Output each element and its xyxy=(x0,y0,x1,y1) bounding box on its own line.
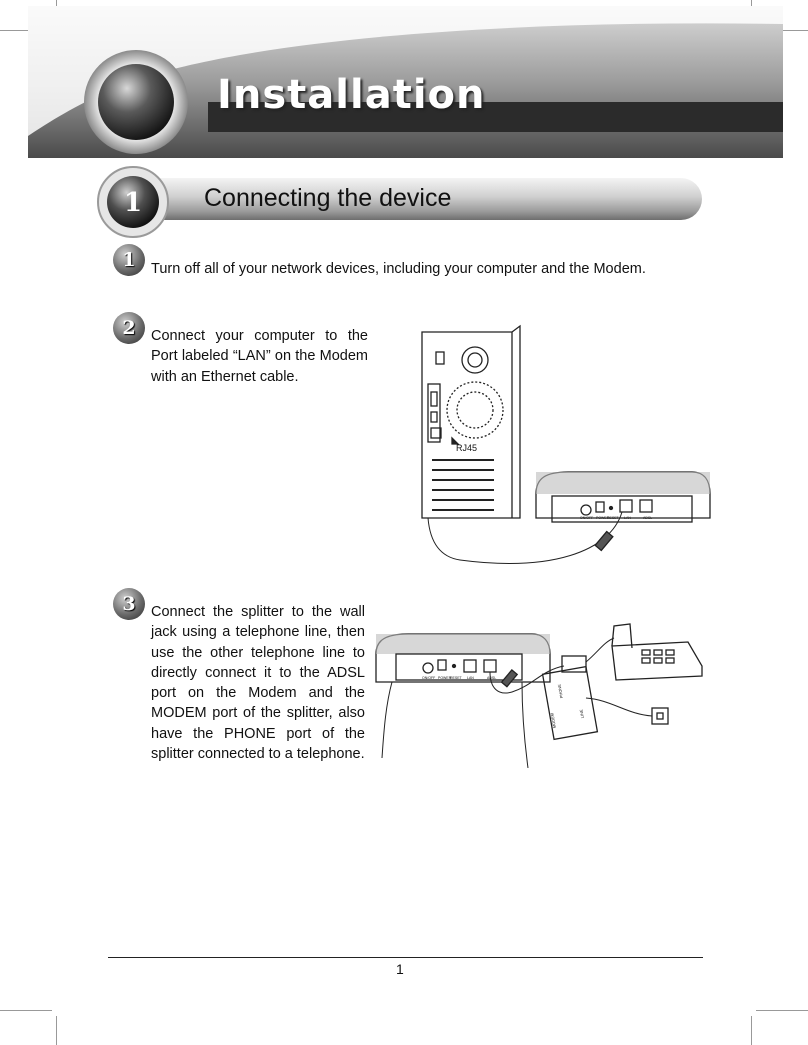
figure-splitter-phone xyxy=(372,618,712,768)
page-number: 1 xyxy=(396,961,404,977)
wall-jack-icon xyxy=(652,708,668,724)
port-label: POWER xyxy=(596,516,610,520)
step-2-number: 2 xyxy=(113,312,145,344)
splitter-label: PHONE xyxy=(556,683,564,699)
port-label: RESET xyxy=(450,676,462,680)
port-label: ON/OFF xyxy=(580,516,594,520)
port-label: ADSL xyxy=(643,516,653,520)
port-label: LAN xyxy=(467,676,474,680)
port-label: ADSL xyxy=(487,676,497,680)
step-2-text: Connect your computer to the Port labeled “LAN” on the Modem with an Ethernet cable. xyxy=(151,328,368,385)
fan-icon xyxy=(462,347,488,373)
rj45-label: RJ45 xyxy=(456,443,478,453)
port-label: RESET xyxy=(607,516,619,520)
port-label: LAN xyxy=(624,516,631,520)
power-switch-icon xyxy=(436,352,444,364)
section-title: Connecting the device xyxy=(204,184,452,212)
step-1-number: 1 xyxy=(113,244,145,276)
crop-mark xyxy=(756,1010,808,1011)
crop-mark xyxy=(751,1016,752,1045)
step-1-text: Turn off all of your network devices, including your computer and the Modem. xyxy=(151,261,646,277)
telephone-icon xyxy=(612,642,702,680)
section-number: 1 xyxy=(123,188,143,218)
splitter-label: LINE xyxy=(578,709,585,719)
page-title: Installation xyxy=(217,72,486,118)
port-label: ON/OFF xyxy=(422,676,436,680)
port-label: POWER xyxy=(438,676,452,680)
figure-computer-modem xyxy=(400,322,720,592)
step-3-number: 3 xyxy=(113,588,145,620)
footer-divider xyxy=(108,957,703,958)
section-number-badge xyxy=(95,166,171,238)
splitter-device xyxy=(543,667,598,740)
crop-mark xyxy=(56,1016,57,1045)
splitter-label: MODEM xyxy=(549,712,557,729)
crop-mark xyxy=(0,1010,52,1011)
step-3-text: Connect the splitter to the wall jack using a telephone line, then use the other telephone line to directly connect it to the ADSL port on the Modem and the MODEM port of the splitter, also have the PHONE port of the splitter connected to a telephone. xyxy=(151,604,365,763)
